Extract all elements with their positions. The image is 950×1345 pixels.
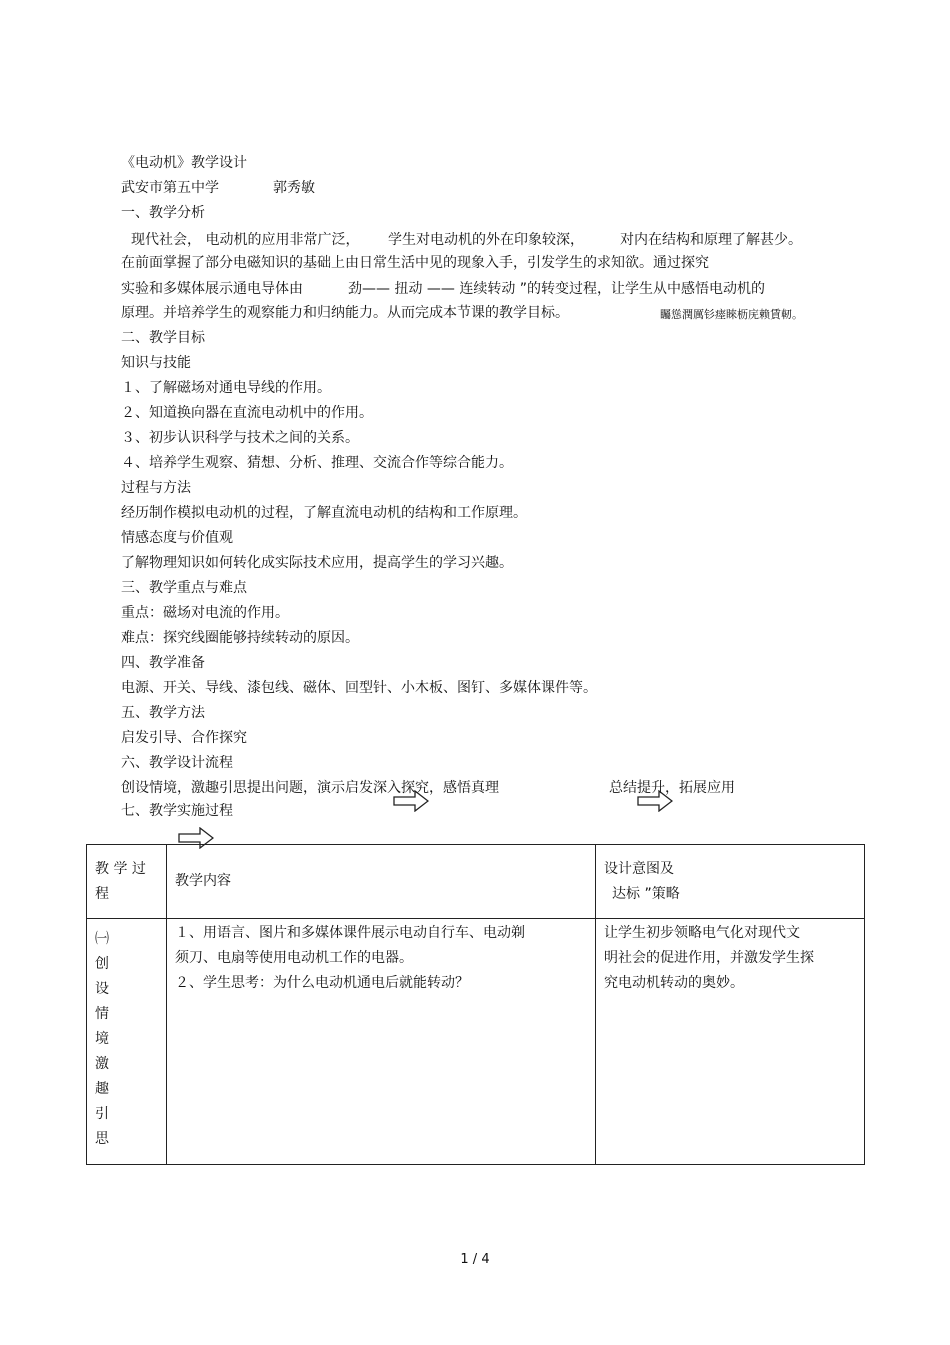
header-intent-line2: 达标 ”策略 — [612, 886, 680, 902]
intent-line: 明社会的促进作用，并激发学生探 — [604, 950, 814, 966]
content-line: ２、学生思考：为什么电动机通电后就能转动？ — [175, 975, 469, 991]
s2-subheading-process: 过程与方法 — [121, 480, 191, 496]
s1-para2: 在前面掌握了部分电磁知识的基础上由日常生活中见的现象入手，引发学生的求知欲。通过探究 — [121, 255, 709, 271]
doc-title: 《电动机》教学设计 — [121, 155, 247, 171]
s2-item-3: ３、初步认识科学与技术之间的关系。 — [121, 430, 359, 446]
s2-subheading-attitude: 情感态度与价值观 — [121, 530, 233, 546]
stage-char: 境 — [95, 1031, 109, 1047]
section-6-heading: 六、教学设计流程 — [121, 755, 233, 771]
s3-key-point: 重点：磁场对电流的作用。 — [121, 605, 289, 621]
stage-cell — [87, 919, 167, 1165]
section-4-heading: 四、教学准备 — [121, 655, 205, 671]
section-7-heading: 七、教学实施过程 — [121, 803, 233, 819]
table-row — [87, 919, 865, 1165]
s6-flow-part-b: 总结提升，拓展应用 — [609, 780, 735, 796]
section-3-heading: 三、教学重点与难点 — [121, 580, 247, 596]
header-stage-line1: 教 学 过 — [95, 861, 146, 877]
content-line: 须刀、电扇等使用电动机工作的电器。 — [175, 950, 413, 966]
intent-line: 让学生初步领略电气化对现代文 — [604, 925, 800, 941]
author-name: 郭秀敏 — [273, 180, 315, 196]
page-number: 1 / 4 — [460, 1252, 490, 1267]
content-line: １、用语言、图片和多媒体课件展示电动自行车、电动剃 — [175, 925, 525, 941]
stage-char: 创 — [95, 956, 109, 972]
s2-process-text: 经历制作模拟电动机的过程，了解直流电动机的结构和工作原理。 — [121, 505, 527, 521]
stage-char: 思 — [95, 1131, 109, 1147]
section-1-heading: 一、教学分析 — [121, 205, 205, 221]
s1-para1-part-c: 对内在结构和原理了解甚少。 — [620, 232, 802, 248]
stage-char: 引 — [95, 1106, 109, 1122]
stage-char: ㈠ — [95, 931, 109, 947]
school-name: 武安市第五中学 — [121, 180, 219, 196]
flow-arrow-icon — [393, 790, 429, 812]
s1-para3-part-a: 实验和多媒体展示通电导体由 — [121, 281, 303, 297]
header-stage-line2: 程 — [95, 886, 109, 902]
header-content-label: 教学内容 — [175, 873, 231, 889]
teaching-process-table — [86, 844, 865, 1165]
s3-difficult-point: 难点：探究线圈能够持续转动的原因。 — [121, 630, 359, 646]
flow-arrow-icon — [637, 790, 673, 812]
stage-char: 设 — [95, 981, 109, 997]
section-2-heading: 二、教学目标 — [121, 330, 205, 346]
intent-line: 究电动机转动的奥妙。 — [604, 975, 744, 991]
header-stage-cell — [87, 845, 167, 919]
stage-char: 趣 — [95, 1081, 109, 1097]
header-intent-line1: 设计意图及 — [604, 861, 674, 877]
header-content-cell — [167, 845, 596, 919]
stage-char: 情 — [95, 1006, 109, 1022]
watermark-text: 矚慫潤厲钐瘗睞枥庑赖賃軔。 — [660, 308, 803, 321]
s1-para3-part-b: 劲—— 扭动 —— 连续转动 ”的转变过程，让学生从中感悟电动机的 — [348, 281, 766, 297]
header-intent-cell — [596, 845, 865, 919]
s2-item-2: ２、知道换向器在直流电动机中的作用。 — [121, 405, 373, 421]
s2-subheading-knowledge: 知识与技能 — [121, 355, 191, 371]
stage-char: 激 — [95, 1056, 109, 1072]
s2-item-1: １、了解磁场对通电导线的作用。 — [121, 380, 331, 396]
s1-para4: 原理。并培养学生的观察能力和归纳能力。从而完成本节课的教学目标。 — [121, 305, 569, 321]
intent-cell — [596, 919, 865, 1165]
s2-item-4: ４、培养学生观察、猜想、分析、推理、交流合作等综合能力。 — [121, 455, 513, 471]
s1-para1-part-a: 现代社会， 电动机的应用非常广泛， — [131, 232, 360, 248]
section-5-heading: 五、教学方法 — [121, 705, 205, 721]
s6-flow-part-a: 创设情境，激趣引思提出问题，演示启发深入探究，感悟真理 — [121, 780, 499, 796]
s1-para1-part-b: 学生对电动机的外在印象较深， — [388, 232, 584, 248]
s2-attitude-text: 了解物理知识如何转化成实际技术应用，提高学生的学习兴趣。 — [121, 555, 513, 571]
s4-materials: 电源、开关、导线、漆包线、磁体、回型针、小木板、图钉、多媒体课件等。 — [121, 680, 597, 696]
table-header-row — [87, 845, 865, 919]
s5-methods: 启发引导、合作探究 — [121, 730, 247, 746]
content-cell — [167, 919, 596, 1165]
